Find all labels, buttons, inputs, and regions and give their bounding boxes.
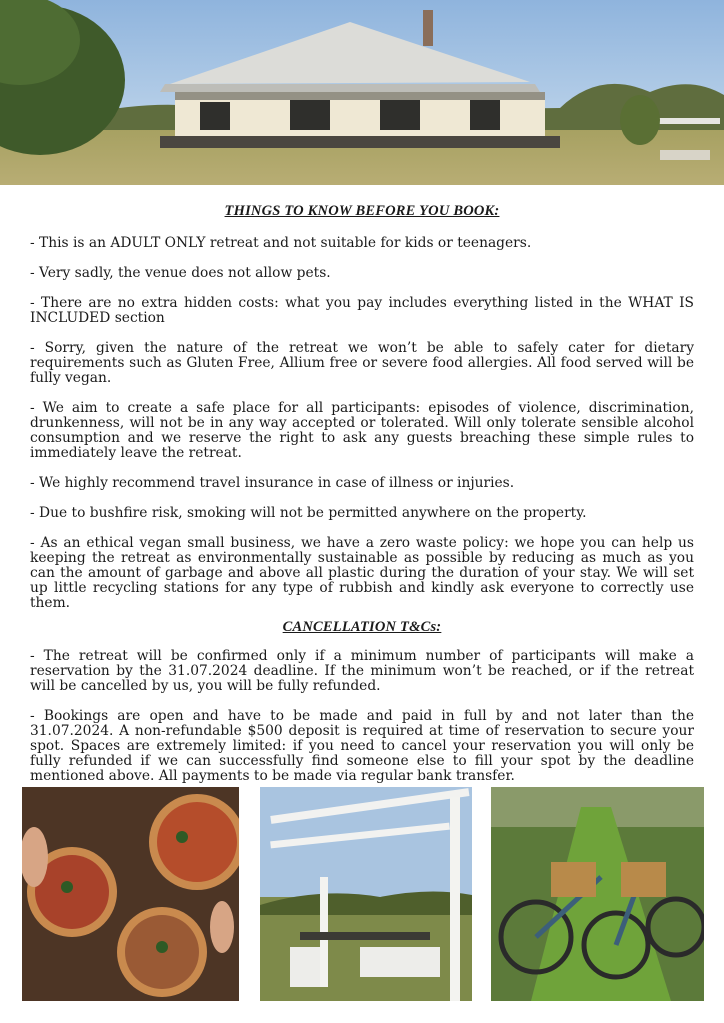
notice-item: - Due to bushfire risk, smoking will not be permitted anywhere on the property.: [30, 505, 587, 521]
farmhouse-photo: [0, 0, 724, 185]
notice-item: - We highly recommend travel insurance in case of illness or injuries.: [30, 475, 515, 491]
notice-item: - We aim to create a safe place for all participants: episodes of violence, discrimination, drunkenness, will not be in any way accepted or tolerated. Will only tolerate sensible alcohol consumption and we reserve the right to ask any guests breaching these simple rules to immediately leave the retreat.: [30, 400, 694, 461]
notice-item: - This is an ADULT ONLY retreat and not suitable for kids or teenagers.: [30, 235, 532, 251]
section-heading-things-to-know: THINGS TO KNOW BEFORE YOU BOOK:: [224, 203, 500, 219]
notice-item: - There are no extra hidden costs: what you pay includes everything listed in the WHAT IS INCLUDED section: [30, 295, 694, 326]
bicycles-vineyard-photo: [491, 787, 704, 1001]
notice-item: - Very sadly, the venue does not allow pets.: [30, 265, 331, 281]
pergola-table-photo: [260, 787, 472, 1001]
cancellation-item: - Bookings are open and have to be made and paid in full by and not later than the 31.07.2024. A non-refundable $500 deposit is required at time of reservation to secure your spot. Spaces are extremely limited: if you need to cancel your reservation you will only be fully refunded if we can successfully find someone else to fill your spot by the deadline mentioned above. All payments to be made via regular bank transfer.: [30, 708, 694, 784]
pizza-photo: [22, 787, 239, 1001]
notice-item: - As an ethical vegan small business, we have a zero waste policy: we hope you can help us keeping the retreat as environmentally sustainable as possible by reducing as much as you can the amount of garbage and above all plastic during the duration of your stay. We will set up little recycling stations for any type of rubbish and kindly ask everyone to correctly use them.: [30, 535, 694, 611]
cancellation-item: - The retreat will be confirmed only if a minimum number of participants will make a reservation by the 31.07.2024 deadline. If the minimum won’t be reached, or if the retreat will be cancelled by us, you will be fully refunded.: [30, 648, 694, 694]
notice-item: - Sorry, given the nature of the retreat we won’t be able to safely cater for dietary requirements such as Gluten Free, Allium free or severe food allergies. All food served will be fully vegan.: [30, 340, 694, 386]
section-heading-cancellation: CANCELLATION T&Cs:: [282, 619, 442, 635]
